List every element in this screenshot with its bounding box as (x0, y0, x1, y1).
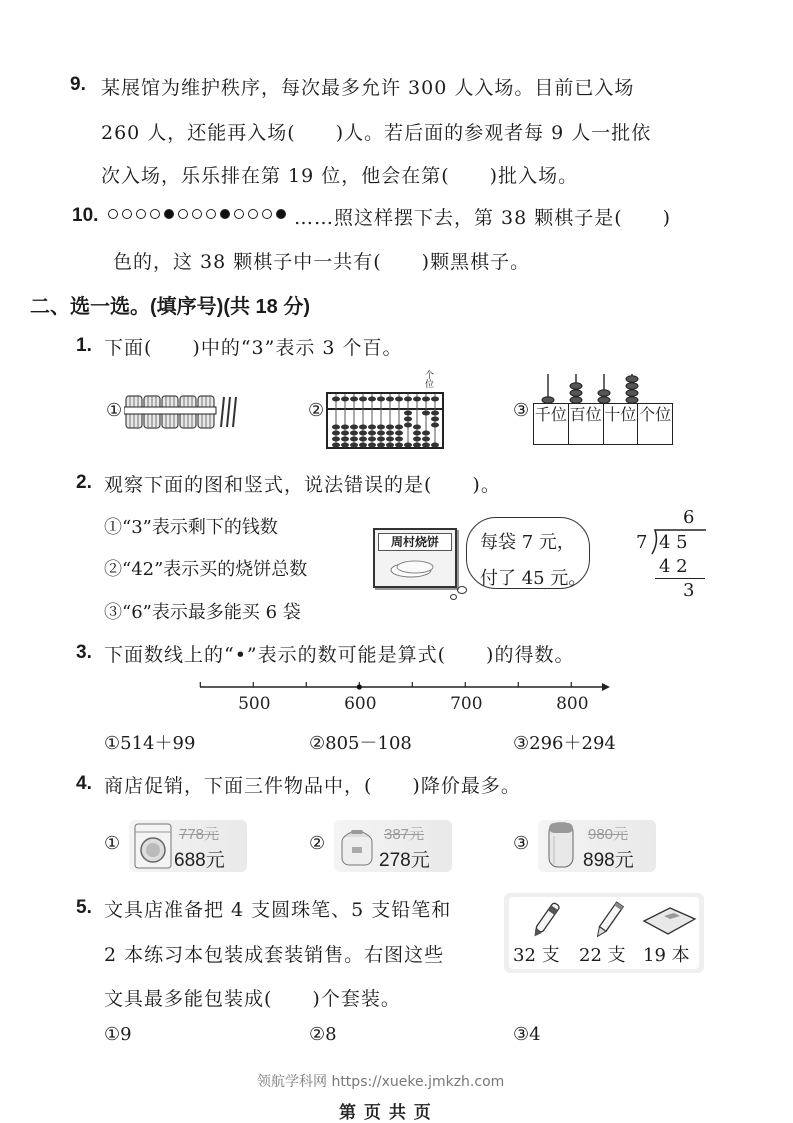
c2-option-3: ③“6”表示最多能买 6 袋 (104, 602, 301, 623)
q10-line1: ……照这样摆下去，第 38 颗棋子是( ) (294, 207, 672, 229)
number-line (196, 676, 614, 716)
c1-option-3-label: ③ (513, 400, 530, 421)
white-bead-icon (108, 209, 118, 219)
bundles-of-sticks-image (124, 393, 246, 433)
number-line-label: 800 (556, 694, 589, 714)
q9-line2: 260 人，还能再入场( )人。若后面的参观者每 9 人一批依 (101, 122, 652, 144)
q9-line3: 次入场，乐乐排在第 19 位，他会在第( )批入场。 (101, 165, 579, 187)
division-remainder: 3 (683, 580, 695, 601)
bubble-line-2: 付了 45 元。 (480, 568, 587, 589)
white-bead-icon (178, 209, 188, 219)
bubble-tail-dot (457, 586, 467, 594)
c4-number: 4. (76, 773, 92, 794)
c5-option-3: ③4 (513, 1024, 541, 1045)
c5-line2: 2 本练习本包装成套装销售。右图这些 (104, 944, 445, 966)
c4-item-3-old-price: 980元 (588, 826, 629, 843)
exercise-book-icon (640, 905, 698, 937)
c2-option-2: ②“42”表示买的烧饼总数 (104, 559, 308, 580)
q9-line1: 某展馆为维护秩序，每次最多允许 300 人入场。目前已入场 (101, 77, 635, 99)
pencil-count: 22 支 (579, 945, 626, 966)
water-purifier-icon (544, 820, 578, 870)
division-product: 4 2 (659, 556, 688, 577)
c5-line3: 文具最多能包装成( )个套装。 (104, 988, 401, 1010)
c4-question: 商店促销，下面三件物品中，( )降价最多。 (104, 775, 521, 797)
division-line (655, 578, 705, 579)
c4-item-2-old-price: 387元 (384, 826, 425, 843)
white-bead-icon (248, 209, 258, 219)
number-line-label: 700 (450, 694, 483, 714)
black-bead-icon (220, 209, 230, 219)
number-line-label: 600 (344, 694, 377, 714)
c5-option-2: ②8 (309, 1024, 337, 1045)
black-bead-icon (276, 209, 286, 219)
division-dividend: 4 5 (659, 532, 688, 553)
white-bead-icon (192, 209, 202, 219)
c3-number: 3. (76, 642, 92, 663)
c1-number: 1. (76, 335, 92, 356)
c3-option-1: ①514＋99 (104, 733, 196, 754)
c5-option-1: ①9 (104, 1024, 132, 1045)
c1-question: 下面( )中的“3”表示 3 个百。 (104, 337, 403, 359)
c3-option-3: ③296＋294 (513, 733, 616, 754)
c2-option-1: ①“3”表示剩下的钱数 (104, 517, 278, 538)
c4-item-3-label: ③ (513, 833, 530, 854)
c5-line1: 文具店准备把 4 支圆珠笔、5 支铅笔和 (104, 899, 452, 921)
pen-count: 32 支 (513, 945, 560, 966)
counter-place-table (533, 403, 673, 445)
counter-beads-image (533, 372, 675, 404)
c4-item-1-card (129, 820, 247, 872)
q9-number: 9. (70, 74, 86, 95)
washing-machine-icon (133, 822, 173, 870)
pencil-icon (589, 899, 629, 941)
white-bead-icon (122, 209, 132, 219)
section-title: 二、选一选。(填序号)(共 18 分) (30, 296, 310, 318)
stationery-panel (504, 893, 704, 973)
page-number: 第 页 共 页 (339, 1103, 432, 1123)
c2-number: 2. (76, 472, 92, 493)
c4-item-2-label: ② (309, 833, 326, 854)
c4-item-2-new-price: 278元 (379, 850, 430, 871)
c4-item-3-card (538, 820, 656, 872)
division-quotient: 6 (683, 507, 695, 528)
number-line-arrow-icon (602, 683, 610, 691)
white-bead-icon (234, 209, 244, 219)
bubble-tail-dot (450, 594, 457, 600)
white-bead-icon (136, 209, 146, 219)
c5-number: 5. (76, 897, 92, 918)
place-cell-ones: 个位 (639, 405, 672, 424)
abacus-place-label: 个位 (425, 371, 435, 390)
flatbread-icon (375, 554, 451, 582)
white-bead-icon (206, 209, 216, 219)
place-cell-hundreds: 百位 (569, 404, 604, 444)
black-bead-icon (164, 209, 174, 219)
abacus-image (326, 392, 444, 450)
number-line-label: 500 (238, 694, 271, 714)
shop-sign-text: 周村烧饼 (378, 533, 452, 551)
white-bead-icon (262, 209, 272, 219)
white-bead-icon (150, 209, 160, 219)
c2-question: 观察下面的图和竖式，说法错误的是( )。 (104, 474, 501, 496)
c3-option-2: ②805－108 (309, 733, 412, 754)
c4-item-3-new-price: 898元 (583, 850, 634, 871)
ballpoint-pen-icon (526, 899, 566, 941)
c4-item-1-new-price: 688元 (174, 850, 225, 871)
bubble-line-1: 每袋 7 元， (480, 532, 575, 553)
q10-number: 10. (72, 205, 99, 226)
number-line-dot (357, 684, 362, 689)
c4-item-2-card (334, 820, 452, 872)
c4-item-1-label: ① (104, 833, 121, 854)
c4-item-1-old-price: 778元 (179, 826, 220, 843)
shop-sign (373, 528, 457, 588)
division-divisor: 7 (636, 532, 648, 553)
rice-cooker-icon (338, 823, 376, 869)
watermark-text: 领航学科网 https://xueke.jmkzh.com (257, 1074, 505, 1090)
q10-line2: 色的，这 38 颗棋子中一共有( )颗黑棋子。 (113, 251, 531, 273)
place-cell-thousands: 千位 (534, 404, 569, 444)
place-cell-tens: 十位 (604, 404, 639, 444)
book-count: 19 本 (643, 945, 690, 966)
c3-question: 下面数线上的“•”表示的数可能是算式( )的得数。 (104, 644, 575, 666)
c1-option-1-label: ① (106, 400, 123, 421)
c1-option-2-label: ② (308, 400, 325, 421)
